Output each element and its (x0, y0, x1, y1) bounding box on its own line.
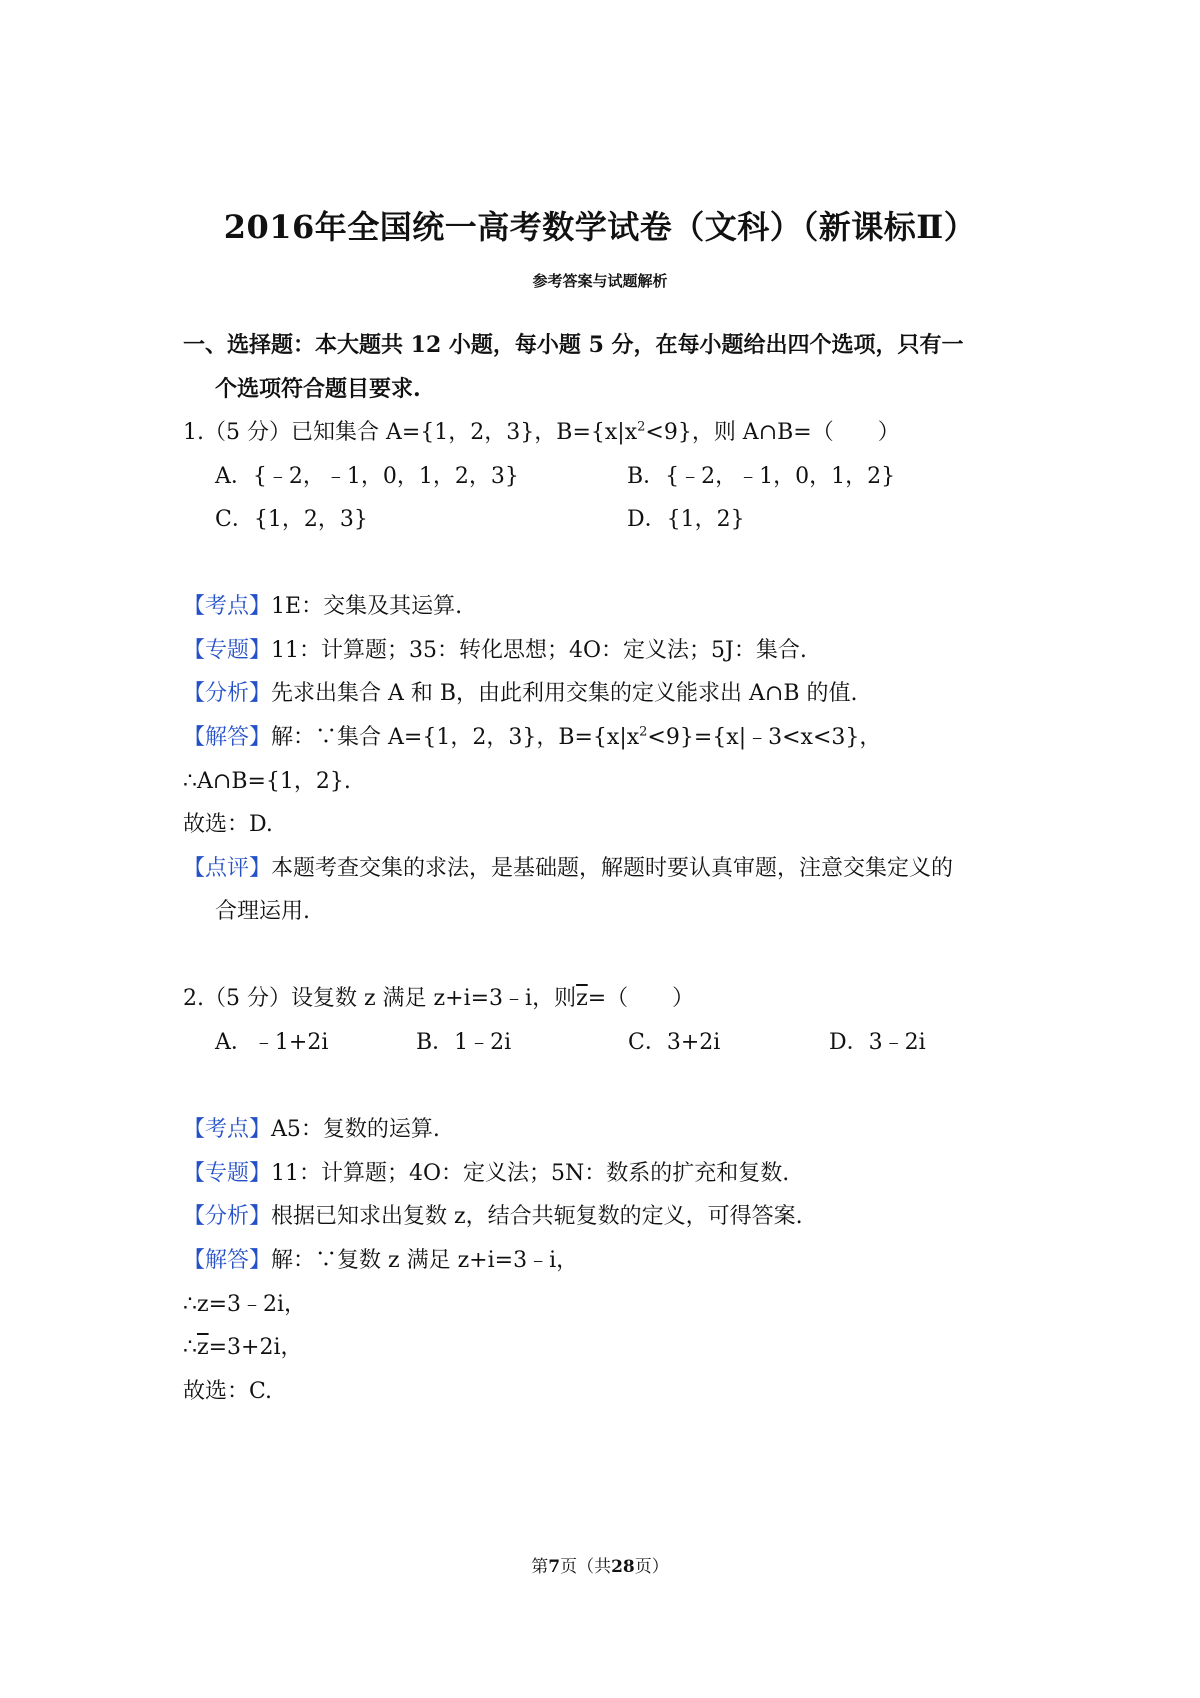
q2-step2 (183, 1333, 303, 1363)
q2-stem-post: =（ ） (587, 986, 695, 1011)
q1-option-d: D．{1，2} (627, 507, 745, 532)
q1-option-a: A．{﹣2，﹣1，0，1，2，3} (215, 464, 519, 489)
q1-fenxi (183, 679, 858, 709)
q1-dianping-line2: 合理运用. (215, 899, 310, 924)
q2-jieda-text: 解：∵复数 z 满足 z+i=3﹣i， (271, 1248, 579, 1273)
page-title: 2016年全国统一高考数学试卷（文科）（新课标Ⅱ） (223, 208, 977, 246)
section-heading-line2: 个选项符合题目要求. (215, 376, 421, 402)
q2-stem (183, 984, 694, 1014)
q2-kaodian-tag: 【考点】 (183, 1117, 272, 1142)
q1-stem-post: <9}，则 A∩B=（ ） (645, 420, 900, 445)
q2-option-d: D．3﹣2i (829, 1030, 926, 1055)
q2-fenxi (183, 1202, 803, 1232)
q2-option-a: A．﹣1+2i (215, 1030, 329, 1055)
q2-zhuanti (183, 1159, 789, 1189)
q1-step1: ∴A∩B={1，2}. (183, 769, 351, 794)
q2-step2-conj: $\overline{z}$ (197, 1335, 209, 1360)
footer-page-number: 7 (548, 1557, 561, 1577)
q1-kaodian (183, 592, 462, 622)
q1-zhuanti (183, 636, 807, 666)
q2-zhuanti-tag: 【专题】 (183, 1161, 272, 1186)
q2-jieda (183, 1246, 578, 1276)
q1-fenxi-tag: 【分析】 (183, 681, 272, 706)
q1-jieda (183, 723, 881, 753)
q1-stem-pre: 1.（5 分）已知集合 A={1，2，3}，B={x|x (183, 420, 638, 445)
footer-post: 页） (634, 1557, 669, 1577)
q2-zhuanti-text: 11：计算题；4O：定义法；5N：数系的扩充和复数. (271, 1161, 790, 1186)
page-footer (0, 1552, 1200, 1577)
q1-option-c: C．{1，2，3} (215, 507, 368, 532)
page-subtitle: 参考答案与试题解析 (532, 272, 668, 290)
q1-step2: 故选：D. (183, 812, 273, 837)
q2-step2-post: =3+2i， (208, 1335, 303, 1360)
q1-jieda-sup: 2 (639, 724, 648, 740)
q2-jieda-tag: 【解答】 (183, 1248, 272, 1273)
footer-pre: 第 (531, 1557, 549, 1577)
footer-mid: 页（共 (560, 1557, 612, 1577)
q2-step2-pre: ∴ (183, 1335, 197, 1360)
q1-dianping-tag: 【点评】 (183, 856, 272, 881)
q1-fenxi-text: 先求出集合 A 和 B，由此利用交集的定义能求出 A∩B 的值. (271, 681, 858, 706)
q2-option-b: B．1﹣2i (416, 1030, 512, 1055)
footer-total-pages: 28 (611, 1557, 635, 1577)
q1-option-b: B．{﹣2，﹣1，0，1，2} (627, 464, 896, 489)
q1-dianping (183, 854, 953, 884)
section-heading-line1: 一、选择题：本大题共 12 小题，每小题 5 分，在每小题给出四个选项，只有一 (183, 332, 964, 358)
q2-option-c: C．3+2i (628, 1030, 721, 1055)
q1-zhuanti-text: 11：计算题；35：转化思想；4O：定义法；5J：集合. (271, 638, 807, 663)
q1-zhuanti-tag: 【专题】 (183, 638, 272, 663)
q1-stem-sup: 2 (637, 419, 646, 435)
q2-fenxi-tag: 【分析】 (183, 1204, 272, 1229)
q2-step3: 故选：C. (183, 1379, 273, 1404)
q1-kaodian-text: 1E：交集及其运算. (271, 594, 463, 619)
q1-jieda-pre: 解：∵集合 A={1，2，3}，B={x|x (271, 725, 640, 750)
q1-jieda-post: <9}={x|﹣3<x<3}， (647, 725, 882, 750)
q2-kaodian-text: A5：复数的运算. (271, 1117, 440, 1142)
q2-kaodian (183, 1115, 440, 1145)
q1-stem (183, 418, 900, 448)
q1-kaodian-tag: 【考点】 (183, 594, 272, 619)
q2-stem-pre: 2.（5 分）设复数 z 满足 z+i=3﹣i，则 (183, 986, 577, 1011)
q1-jieda-tag: 【解答】 (183, 725, 272, 750)
q2-step1: ∴z=3﹣2i， (183, 1292, 307, 1317)
q2-stem-conj: $\overline{z}$ (576, 986, 588, 1011)
q2-fenxi-text: 根据已知求出复数 z，结合共轭复数的定义，可得答案. (271, 1204, 803, 1229)
q1-dianping-text1: 本题考查交集的求法，是基础题，解题时要认真审题，注意交集定义的 (271, 856, 954, 881)
